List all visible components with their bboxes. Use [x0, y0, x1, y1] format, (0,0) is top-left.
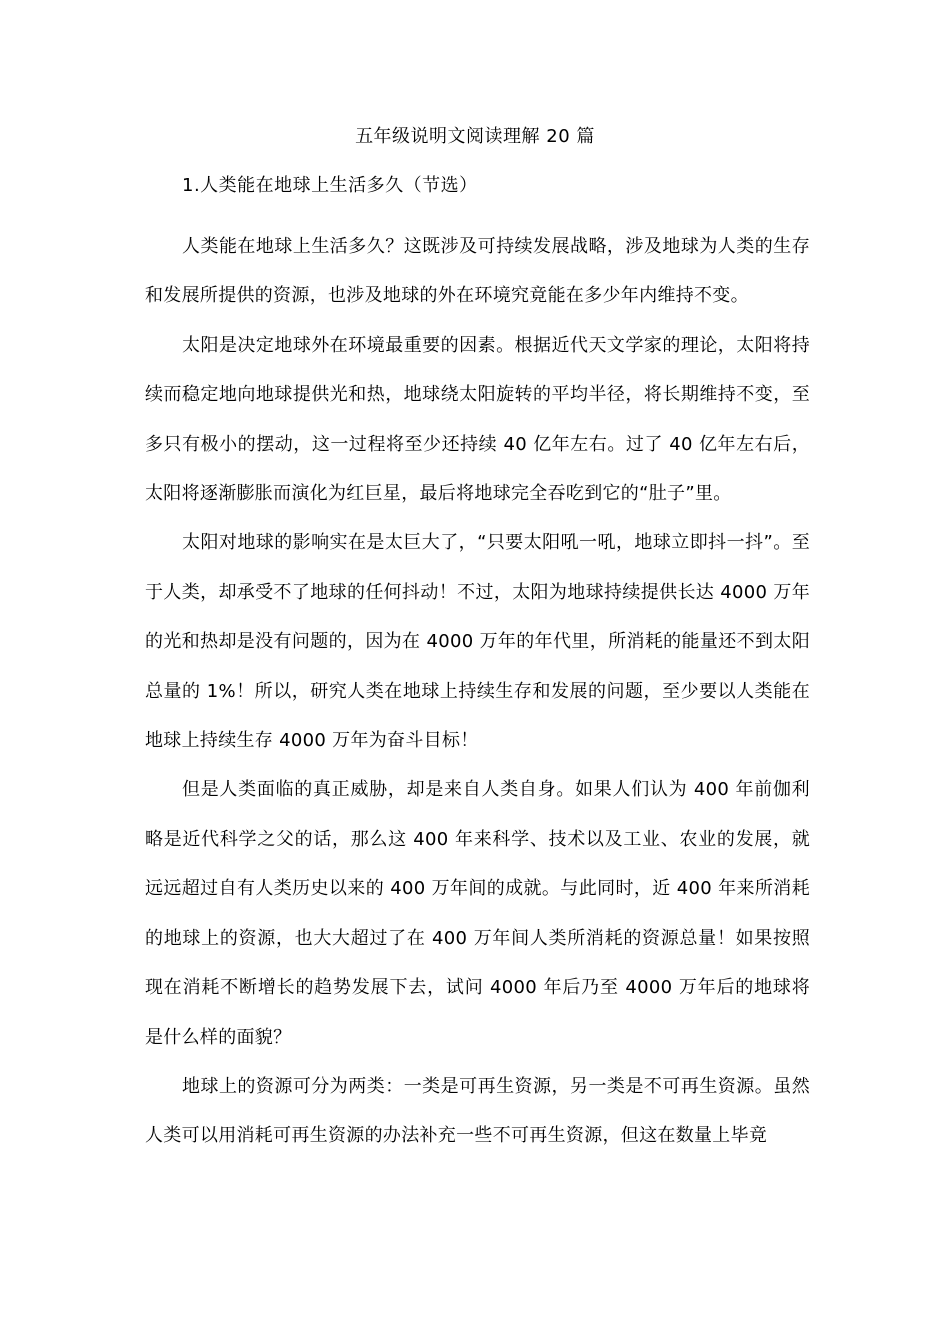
article-body	[145, 222, 810, 1161]
section-title: 1.人类能在地球上生活多久（节选）	[182, 175, 478, 196]
paragraph-1: 人类能在地球上生活多久？这既涉及可持续发展战略，涉及地球为人类的生存和发展所提供的资源，也涉及地球的外在环境究竟能在多少年内维持不变。	[145, 236, 810, 307]
paragraph-2: 太阳是决定地球外在环境最重要的因素。根据近代天文学家的理论，太阳将持续而稳定地向地球提供光和热，地球绕太阳旋转的平均半径，将长期维持不变，至多只有极小的摆动，这一过程将至少还持续 40 亿年左右。过了 40 亿年左右后，太阳将逐渐膨胀而演化为红巨星，最后将地球完全吞吃到它的“肚子”里。	[145, 334, 810, 505]
paragraph-5: 地球上的资源可分为两类：一类是可再生资源，另一类是不可再生资源。虽然人类可以用消耗可再生资源的办法补充一些不可再生资源，但这在数量上毕竟	[145, 1075, 810, 1147]
document-title: 五年级说明文阅读理解 20 篇	[355, 126, 595, 147]
paragraph-4: 但是人类面临的真正威胁，却是来自人类自身。如果人们认为 400 年前伽利略是近代科学之父的话，那么这 400 年来科学、技术以及工业、农业的发展，就远远超过自有人类历史以来的 400 万年间的成就。与此同时，近 400 年来所消耗的地球上的资源，也大大超过了在 400 万年间人类所消耗的资源总量！如果按照现在消耗不断增长的趋势发展下去，试问 4000 年后乃至 4000 万年后的地球将是什么样的面貌？	[145, 779, 810, 1048]
paragraph-3: 太阳对地球的影响实在是太巨大了，“只要太阳吼一吼，地球立即抖一抖”。至于人类，却承受不了地球的任何抖动！不过，太阳为地球持续提供长达 4000 万年的光和热却是没有问题的，因为在 4000 万年的年代里，所消耗的能量还不到太阳总量的 1%！所以，研究人类在地球上持续生存和发展的问题，至少要以人类能在地球上持续生存 4000 万年为奋斗目标！	[145, 532, 810, 752]
